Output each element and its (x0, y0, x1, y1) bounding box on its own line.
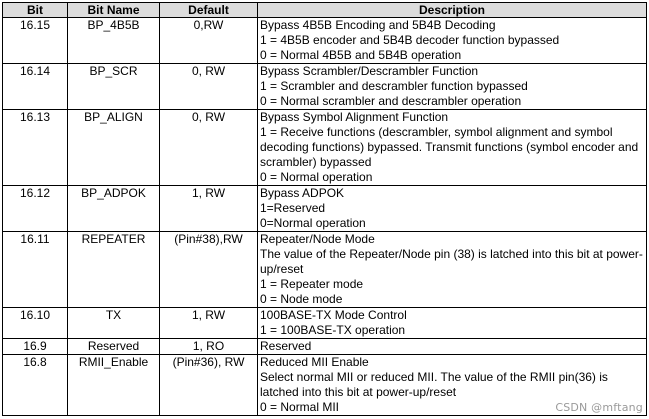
description-line: Bypass ADPOK (260, 186, 345, 200)
header-row (3, 3, 647, 18)
bit-name-cell: TX (68, 308, 160, 339)
bit-name-cell: BP_ADPOK (68, 186, 160, 232)
table-row (3, 186, 647, 232)
bit-name-cell: REPEATER (68, 232, 160, 308)
description-line: Reduced MII Enable (260, 355, 369, 369)
default-cell: 1, RW (160, 308, 258, 339)
bit-cell: 16.10 (3, 308, 68, 339)
description-line: Bypass Symbol Alignment Function (260, 110, 449, 124)
description-line: 1 = 4B5B encoder and 5B4B decoder function bypassed (260, 33, 560, 47)
bit-cell: 16.14 (3, 64, 68, 110)
description-line: 0 = Normal scrambler and descrambler operation (260, 94, 522, 108)
default-cell: 0,RW (160, 18, 258, 64)
default-cell: 0, RW (160, 64, 258, 110)
header-default: Default (160, 3, 258, 18)
bit-name-cell: Reserved (68, 339, 160, 355)
bit-cell: 16.13 (3, 110, 68, 186)
description-cell (258, 186, 647, 232)
table-row (3, 339, 647, 355)
table-row (3, 18, 647, 64)
description-line: Reserved (260, 339, 312, 353)
default-cell: (Pin#38),RW (160, 232, 258, 308)
table-row (3, 110, 647, 186)
bit-name-cell: RMII_Enable (68, 355, 160, 416)
bit-cell: 16.12 (3, 186, 68, 232)
description-line: 0 = Normal operation (260, 170, 373, 184)
description-cell (258, 308, 647, 339)
default-cell: (Pin#36), RW (160, 355, 258, 416)
description-line: Select normal MII or reduced MII. The value of the RMII pin(36) is latched into this bit at power-up/reset (260, 370, 608, 399)
description-line: Bypass 4B5B Encoding and 5B4B Decoding (260, 18, 496, 32)
description-line: 0 = Node mode (260, 292, 343, 306)
bit-cell: 16.8 (3, 355, 68, 416)
bit-name-cell: BP_4B5B (68, 18, 160, 64)
header-description: Description (258, 3, 647, 18)
description-line: Bypass Scrambler/Descrambler Function (260, 64, 479, 78)
description-line: 0 = Normal MII (260, 400, 340, 414)
table-row (3, 232, 647, 308)
description-line: 1 = Scrambler and descrambler function bypassed (260, 79, 528, 93)
description-line: 1 = Repeater mode (260, 277, 364, 291)
description-line: 1=Reserved (260, 201, 326, 215)
description-line: 1 = Receive functions (descrambler, symbol alignment and symbol decoding functions) bypassed. Transmit functions (symbol encoder and scrambler) bypassed (260, 125, 639, 169)
description-line: 100BASE-TX Mode Control (260, 308, 407, 322)
description-cell (258, 64, 647, 110)
bit-name-cell: BP_SCR (68, 64, 160, 110)
description-cell (258, 110, 647, 186)
description-line: 1 = 100BASE-TX operation (260, 323, 406, 337)
header-bit-name: Bit Name (68, 3, 160, 18)
description-cell (258, 339, 647, 355)
description-line: 0 = Normal 4B5B and 5B4B operation (260, 48, 462, 62)
watermark: CSDN @mftang (555, 401, 643, 414)
table-row (3, 355, 647, 416)
bit-cell: 16.9 (3, 339, 68, 355)
description-cell (258, 232, 647, 308)
default-cell: 0, RW (160, 110, 258, 186)
bit-cell: 16.15 (3, 18, 68, 64)
register-table (2, 2, 647, 416)
table-row (3, 308, 647, 339)
header-bit: Bit (3, 3, 68, 18)
bit-name-cell: BP_ALIGN (68, 110, 160, 186)
description-cell (258, 18, 647, 64)
default-cell: 1, RO (160, 339, 258, 355)
table-row (3, 64, 647, 110)
default-cell: 1, RW (160, 186, 258, 232)
bit-cell: 16.11 (3, 232, 68, 308)
description-line: Repeater/Node Mode (260, 232, 375, 246)
description-line: The value of the Repeater/Node pin (38) is latched into this bit at power-up/reset (260, 247, 643, 276)
description-line: 0=Normal operation (260, 216, 366, 230)
